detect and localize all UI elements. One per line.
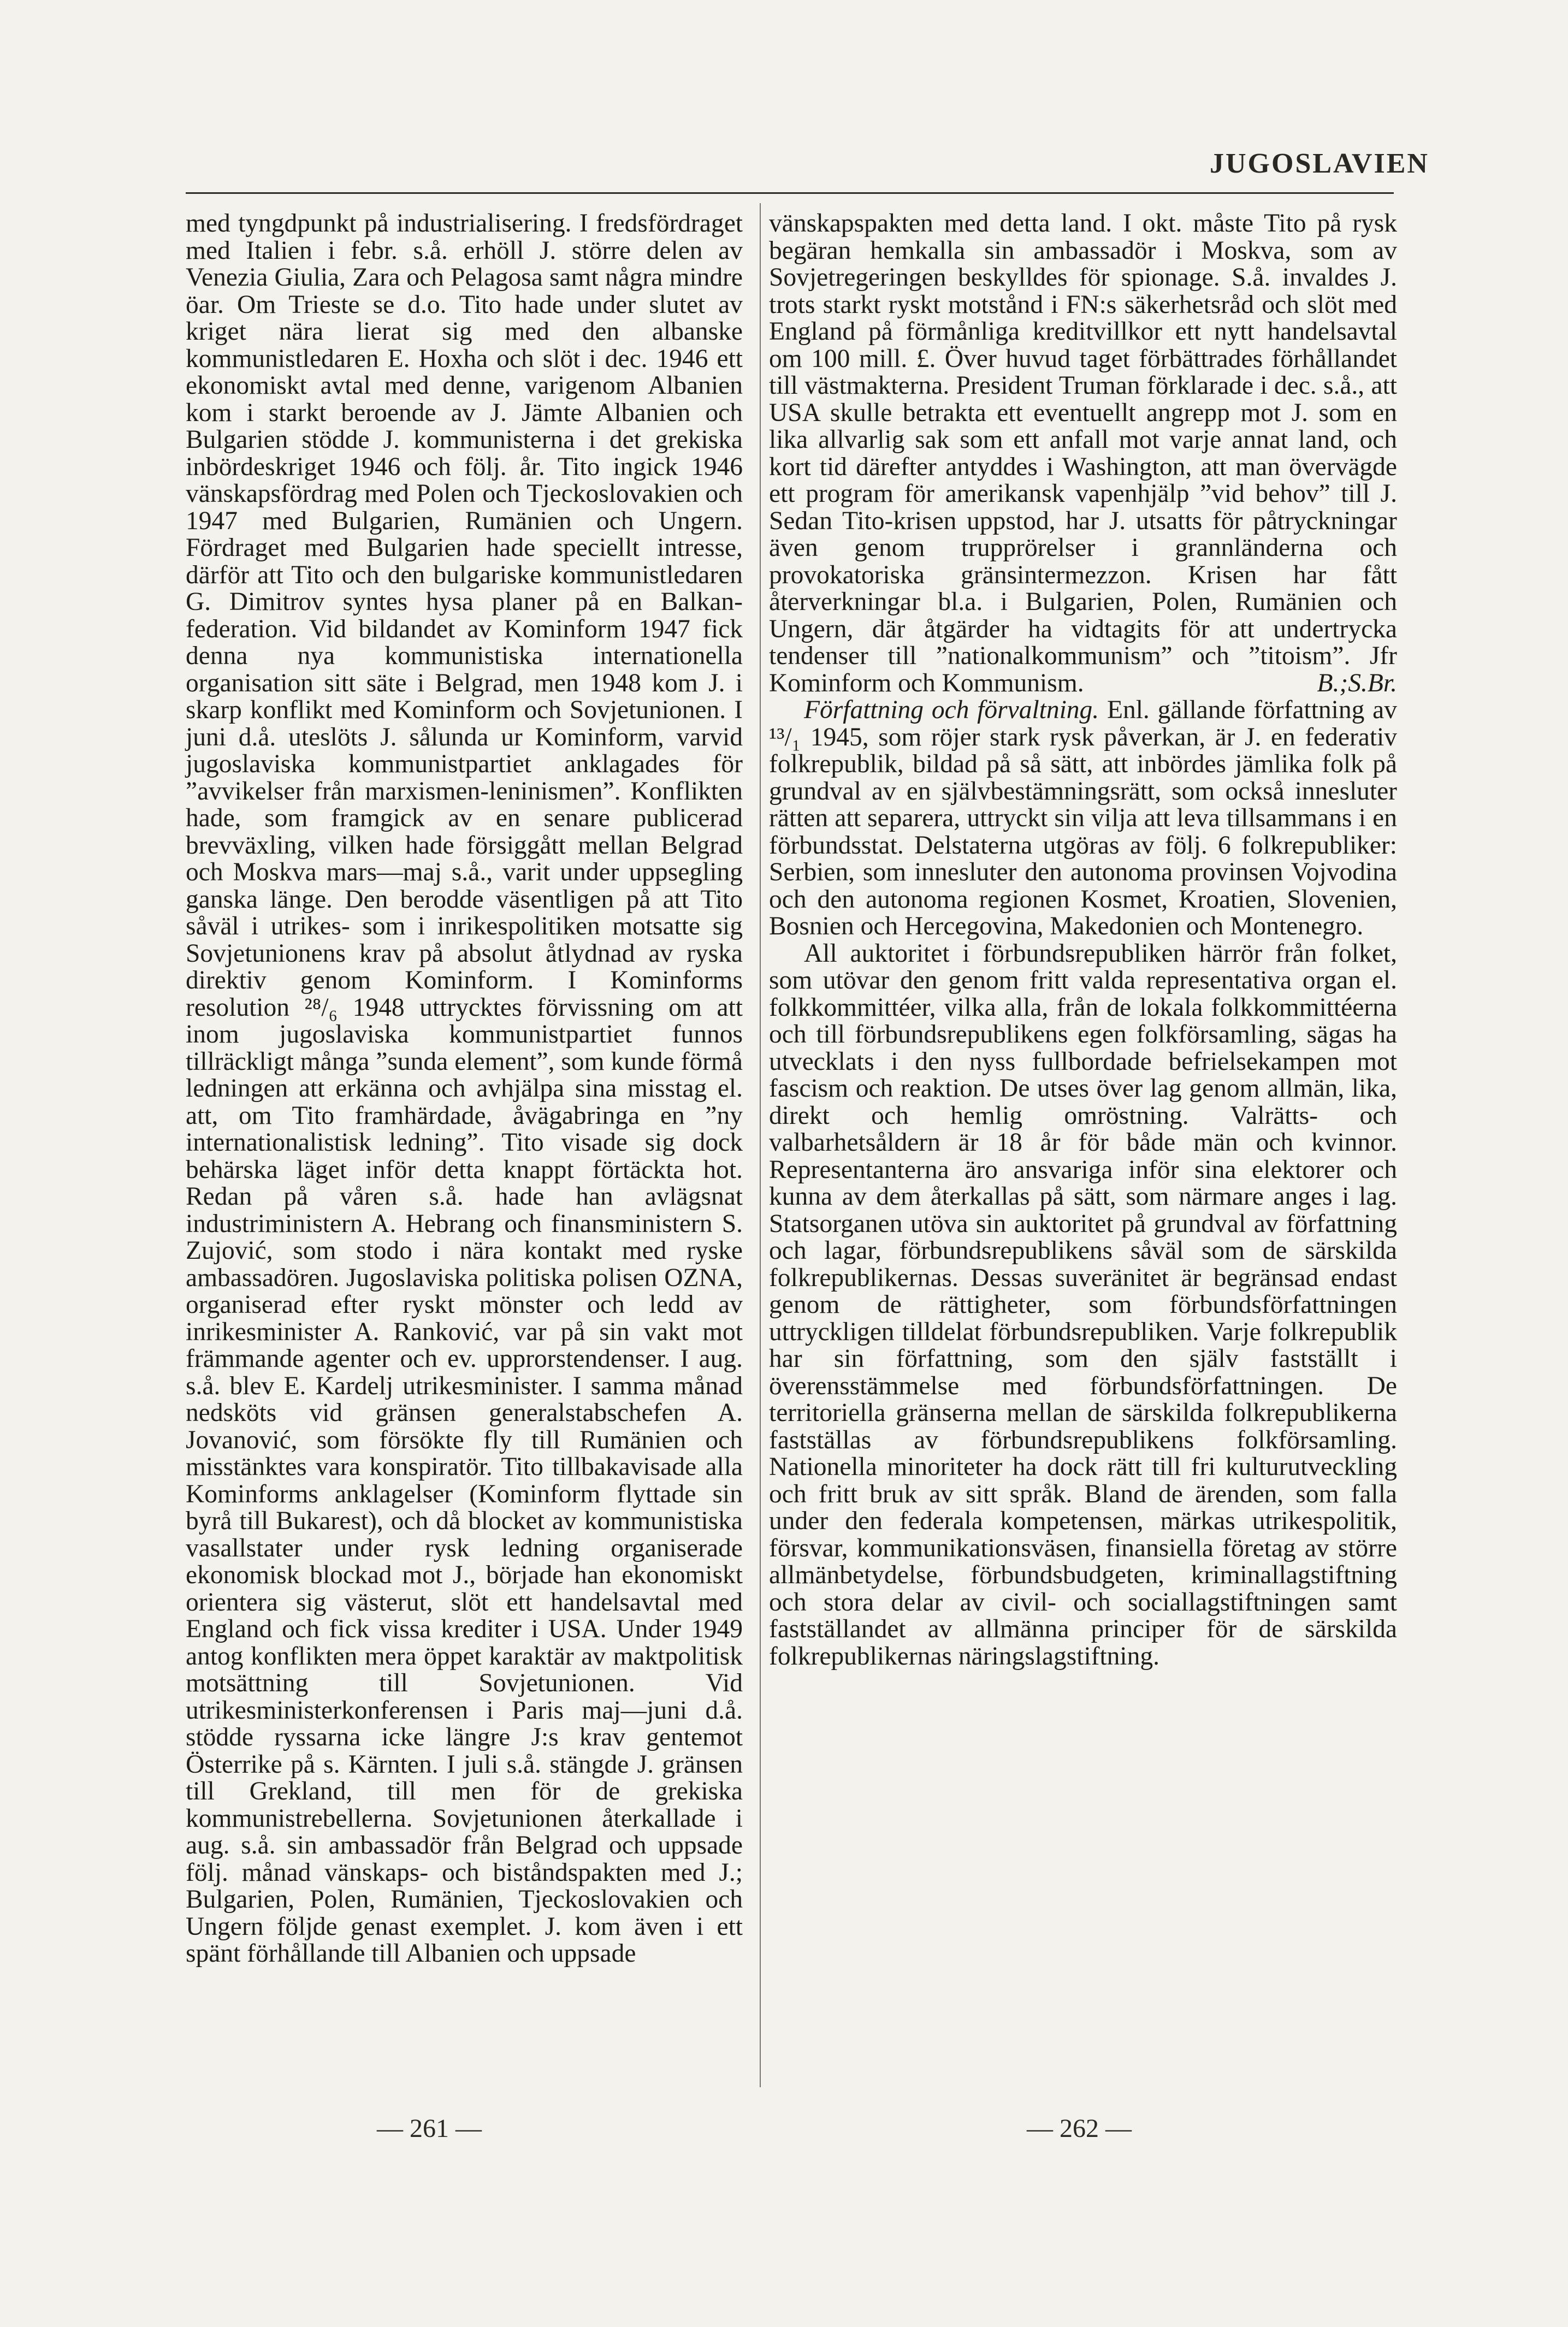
body-paragraph: vänskapspakten med detta land. I okt. måste Tito på rysk begäran hemkalla sin ambassadör i Moskva, som av Sovjetregeringen beskylldes för spionage. S.å. invaldes J. trots starkt ryskt motstånd i FN:s säkerhetsråd och slöt med England på förmånliga kreditvillkor ett nytt handelsavtal om 100 mill. £. Över huvud taget förbättrades förhållandet till västmakterna. President Truman förklarade i dec. s.å., att USA skulle betrakta ett eventuellt angrepp mot J. som en lika allvarlig sak som ett anfall mot varje annat land, och kort tid därefter antyddes i Washington, att man övervägde ett program för amerikansk vapenhjälp ”vid behov” till J. Sedan Tito-krisen uppstod, har J. utsatts för påtryckningar även genom trupprörelser i grannländerna och provokatoriska gränsintermezzon. Krisen har fått återverkningar bl.a. i Bulgarien, Polen, Rumänien och Ungern, där åtgärder ha vidtagits för att undertrycka tendenser till ”nationalkommunism” och ”titoism”. Jfr Kominform och Kommunism. xyxy=(769,209,1397,697)
author-signature: B.;S.Br. xyxy=(1317,668,1397,697)
body-paragraph: All auktoritet i förbundsrepubliken härrör från folket, som utövar den genom fritt valda representativa organ el. folkkommittéer, vilka alla, från de lokala folkkommittéerna och till förbundsrepublikens egen folkförsamling, sägas ha utvecklats i den nyss fullbordade befrielsekampen mot fascism och reaktion. De utses över lag genom allmän, lika, direkt och hemlig omröstning. Valrätts- och valbarhetsåldern är 18 år för både män och kvinnor. Representanterna äro ansvariga inför sina elektorer och kunna av dem återkallas på sätt, som närmare anges i lag. Statsorganen utöva sin auktoritet på grundval av författning och lagar, förbundsrepublikens såväl som de särskilda folkrepublikernas. Dessas suveränitet är begränsad endast genom de rättigheter, som förbundsförfattningen uttryckligen tilldelat förbundsrepubliken. Varje folkrepublik har sin författning, som den själv fastställt i överensstämmelse med förbundsförfattningen. De territoriella gränserna mellan de särskilda folkrepublikerna fastställas av förbundsrepublikens folkförsamling. Nationella minoriteter ha dock rätt till fri kulturutveckling och fritt bruk av sitt språk. Bland de ärenden, som falla under den federala kompetensen, märkas utrikespolitik, försvar, kommunikationsväsen, finansiella företag av större allmänbetydelse, förbundsbudgeten, kriminallagstiftning och stora delar av civil- och sociallagstiftningen samt fastställandet av allmänna principer för de särskilda folkrepublikernas näringslagstiftning. xyxy=(769,939,1397,1671)
page-number-left: — 261 — xyxy=(377,2114,482,2143)
section-heading: Författning och förvaltning. xyxy=(804,696,1099,724)
section-text: Enl. gällande författning av ¹³/₁ 1945, som röjer stark rysk påverkan, är J. en federativ folkrepublik, bildad på så sätt, att inbördes jämlika folk på grundval av en självbestämningsrätt, som också innesluter rätten att separera, uttryckt sin vilja att leva tillsammans i en förbundsstat. Delstaterna utgöras av följ. 6 folkrepubliker: Serbien, som innesluter den autonoma provinsen Vojvodina och den autonoma regionen Kosmet, Kroatien, Slovenien, Bosnien och Hercegovina, Makedonien och Montenegro. xyxy=(769,696,1397,940)
column-divider xyxy=(760,203,761,2087)
page-number-right: — 262 — xyxy=(1027,2114,1132,2143)
body-paragraph xyxy=(769,697,1397,940)
running-head: JUGOSLAVIEN xyxy=(1210,148,1429,179)
right-column xyxy=(769,210,1397,1670)
body-paragraph: med tyngdpunkt på industrialisering. I fredsfördraget med Italien i febr. s.å. erhöll J. större delen av Venezia Giulia, Zara och Pelagosa samt några mindre öar. Om Trieste se d.o. Tito hade under slutet av kriget nära lierat sig med den albanske kommunistledaren E. Hoxha och slöt i dec. 1946 ett ekonomiskt avtal med denne, varigenom Albanien kom i starkt beroende av J. Jämte Albanien och Bulgarien stödde J. kommunisterna i det grekiska inbördeskriget 1946 och följ. år. Tito ingick 1946 vänskapsfördrag med Polen och Tjeckoslovakien och 1947 med Bulgarien, Rumänien och Ungern. Fördraget med Bulgarien hade speciellt intresse, därför att Tito och den bulgariske kommunistledaren G. Dimitrov syntes hysa planer på en Balkan-federation. Vid bildandet av Kominform 1947 fick denna nya kommunistiska internationella organisation sitt säte i Belgrad, men 1948 kom J. i skarp konflikt med Kominform och Sovjetunionen. I juni d.å. uteslöts J. sålunda ur Kominform, varvid jugoslaviska kommunistpartiet anklagades för ”avvikelser från marxismen-leninismen”. Konflikten hade, som framgick av en senare publicerad brevväxling, vilken hade försiggått mellan Belgrad och Moskva mars—maj s.å., varit under uppsegling ganska länge. Den berodde väsentligen på att Tito såväl i utrikes- som i inrikespolitiken motsatte sig Sovjetunionens krav på absolut åtlydnad av ryska direktiv genom Kominform. I Kominforms resolution ²⁸/₆ 1948 uttrycktes förvissning om att inom jugoslaviska kommunistpartiet funnos tillräckligt många ”sunda element”, som kunde förmå ledningen att erkänna och avhjälpa sina misstag el. att, om Tito framhärdade, åvägabringa en ”ny internationalistisk ledning”. Tito visade sig dock behärska läget inför detta knappt förtäckta hot. Redan på våren s.å. hade han avlägsnat industriministern A. Hebrang och finansministern S. Zujović, som stodo i nära kontakt med ryske ambassadören. Jugoslaviska politiska polisen OZNA, organiserad efter ryskt mönster och ledd av inrikesminister A. Ranković, var på sin vakt mot främmande agenter och ev. upprorstendenser. I aug. s.å. blev E. Kardelj utrikesminister. I samma månad nedsköts vid gränsen generalstabschefen A. Jovanović, som försökte fly till Rumänien och misstänktes vara konspiratör. Tito tillbakavisade alla Kominforms anklagelser (Kominform flyttade sin byrå till Bukarest), och då blocket av kommunistiska vasallstater under rysk ledning organiserade ekonomisk blockad mot J., började han ekonomiskt orientera sig västerut, slöt ett handelsavtal med England och fick vissa krediter i USA. Under 1949 antog konflikten mera öppet karaktär av maktpolitisk motsättning till Sovjetunionen. Vid utrikesministerkonferensen i Paris maj—juni d.å. stödde ryssarna icke längre J:s krav gentemot Österrike på s. Kärnten. I juli s.å. stängde J. gränsen till Grekland, till men för de grekiska kommunistrebellerna. Sovjetunionen återkallade i aug. s.å. sin ambassadör från Belgrad och uppsade följ. månad vänskaps- och biståndspakten med J.; Bulgarien, Polen, Rumänien, Tjeckoslovakien och Ungern följde genast exemplet. J. kom även i ett spänt förhållande till Albanien och uppsade xyxy=(186,209,743,1968)
header-rule xyxy=(186,192,1394,194)
left-column xyxy=(186,210,743,1968)
